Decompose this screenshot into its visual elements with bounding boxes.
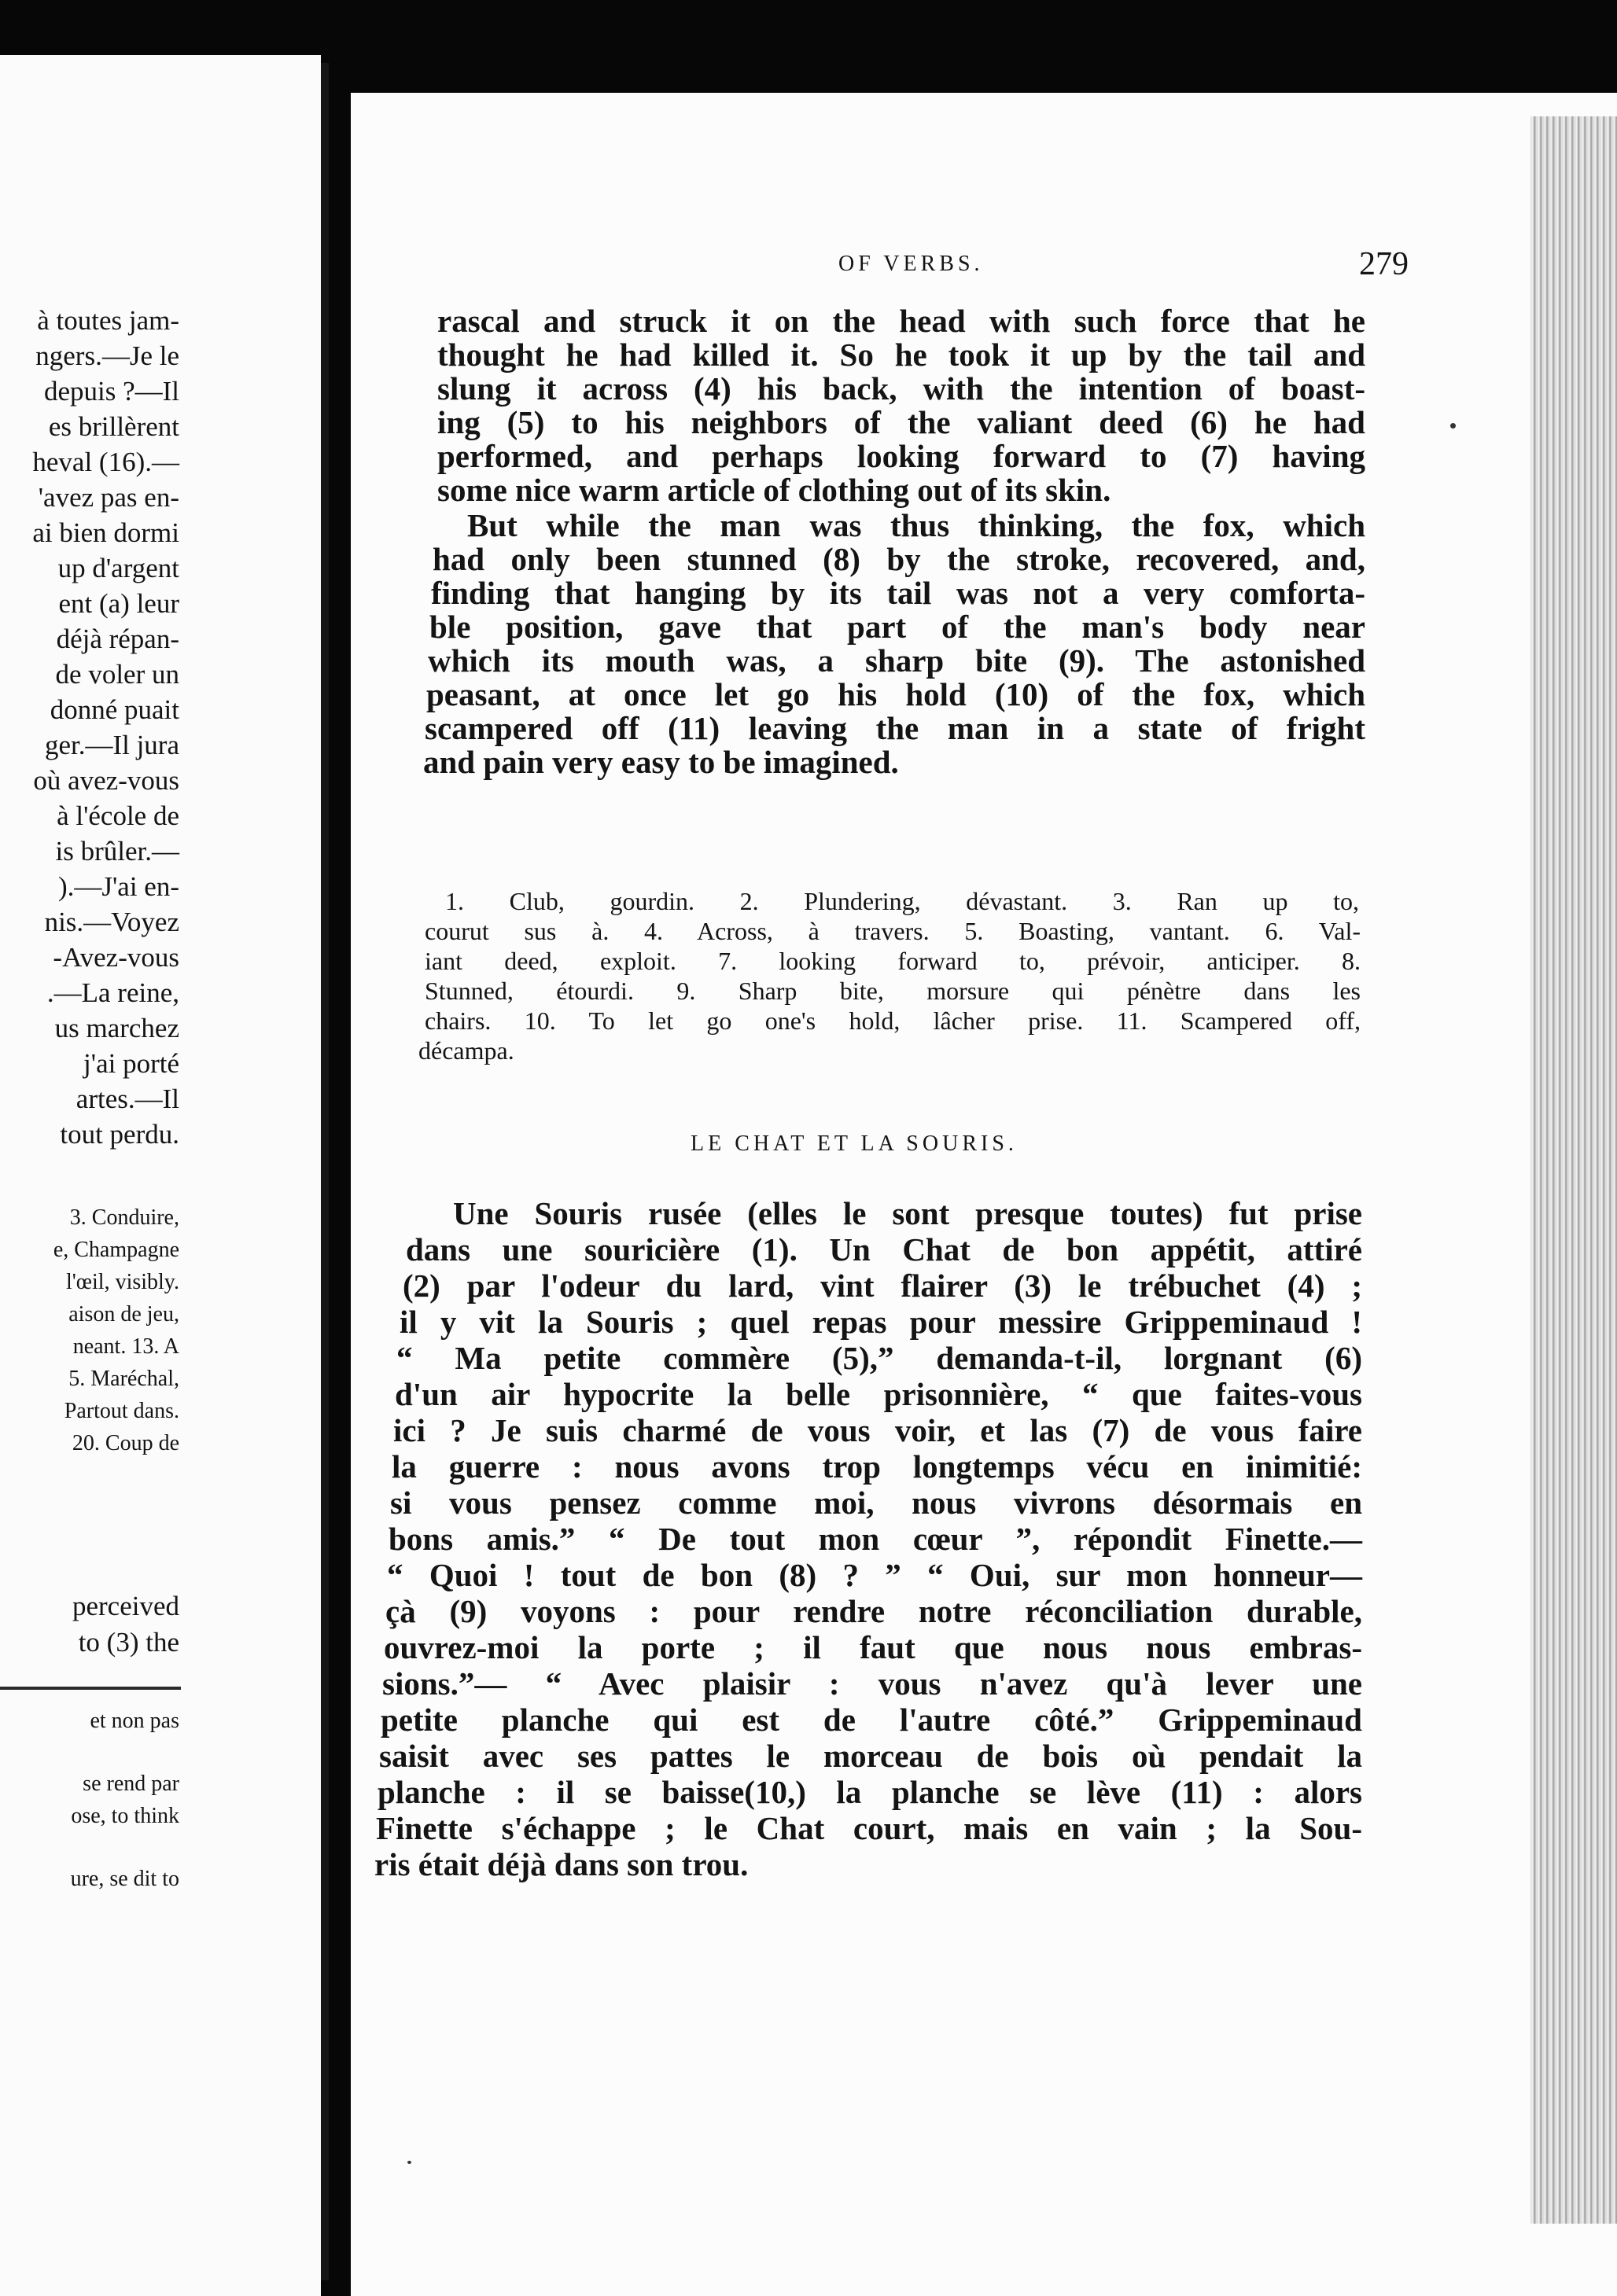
vocabulary-note-line: courut sus à. 4. Across, à travers. 5. Boasting, vantant. 6. Val- [425, 917, 1361, 945]
story-line: Finette s'échappe ; le Chat court, mais en vain ; la Sou- [376, 1810, 1362, 1846]
scan-speck [407, 2161, 411, 2164]
body-line: But while the man was thus thinking, the fox, which [467, 507, 1365, 543]
left-line: nis.—Voyez [44, 907, 179, 937]
left-line: -Avez-vous [53, 942, 179, 973]
left-line: artes.—Il [76, 1084, 179, 1114]
left-page-fragment [0, 55, 321, 2296]
left-line: up d'argent [57, 553, 179, 583]
body-line: had only been stunned (8) by the stroke, recovered, and, [433, 541, 1365, 577]
body-line: thought he had killed it. So he took it up by the tail and [437, 337, 1365, 373]
body-line: ing (5) to his neighbors of the valiant deed (6) he had [437, 404, 1365, 440]
left-note-line: aison de jeu, [68, 1302, 179, 1326]
left-line: ent (a) leur [58, 588, 179, 619]
right-page [351, 93, 1617, 2296]
page-edges [1530, 116, 1617, 2224]
vocabulary-note-line: chairs. 10. To let go one's hold, lâcher prise. 11. Scampered off, [425, 1006, 1361, 1035]
story-line: bons amis.” “ De tout mon cœur ”, répondit Finette.— [389, 1521, 1362, 1557]
story-line: “ Ma petite commère (5),” demanda-t-il, lorgnant (6) [396, 1340, 1362, 1376]
book-gutter [321, 63, 329, 2280]
scan-speck [1450, 423, 1456, 429]
left-note-line: e, Champagne [53, 1238, 179, 1262]
running-header: OF VERBS. [838, 252, 984, 276]
body-line: finding that hanging by its tail was not a very comforta- [431, 575, 1365, 611]
story-line: planche : il se baisse(10,) la planche se lève (11) : alors [378, 1774, 1362, 1810]
body-line: performed, and perhaps looking forward to (7) having [437, 438, 1365, 474]
left-line: depuis ?—Il [43, 376, 179, 407]
left-note-line: l'œil, visibly. [65, 1270, 179, 1294]
left-line: tout perdu. [60, 1119, 179, 1150]
body-line: scampered off (11) leaving the man in a state of fright [425, 710, 1365, 746]
left-note-line: 3. Conduire, [69, 1205, 179, 1230]
left-line: j'ai porté [83, 1048, 179, 1079]
left-line: us marchez [54, 1013, 179, 1043]
left-line: .—La reine, [46, 977, 179, 1008]
left-line: ).—J'ai en- [57, 871, 179, 902]
left-note-line: Partout dans. [64, 1399, 179, 1423]
story-line: sions.”— “ Avec plaisir : vous n'avez qu'à lever une [382, 1665, 1362, 1702]
left-footnote-line: se rend par [83, 1772, 179, 1796]
body-line: ble position, gave that part of the man's body near [429, 609, 1365, 645]
left-footnote-line: ure, se dit to [70, 1867, 179, 1891]
footnote-divider [0, 1687, 181, 1690]
left-line: ai bien dormi [32, 517, 179, 548]
story-line: la guerre : nous avons trop longtemps vécu en inimitié: [392, 1448, 1362, 1485]
story-line: saisit avec ses pattes le morceau de bois où pendait la [379, 1738, 1362, 1774]
story-line: ouvrez-moi la porte ; il faut que nous nous embras- [384, 1629, 1362, 1665]
left-footnote-line: et non pas [90, 1709, 179, 1733]
story-line: (2) par l'odeur du lard, vint flairer (3) le trébuchet (4) ; [403, 1268, 1362, 1304]
left-line: ger.—Il jura [44, 730, 179, 760]
body-line: some nice warm article of clothing out of its skin. [437, 472, 1111, 508]
story-line: d'un air hypocrite la belle prisonnière, “ que faites-vous [395, 1376, 1362, 1412]
left-note-line: 20. Coup de [72, 1431, 179, 1455]
story-line: petite planche qui est de l'autre côté.” Grippeminaud [381, 1702, 1362, 1738]
left-line: es brillèrent [48, 411, 179, 442]
body-line: peasant, at once let go his hold (10) of the fox, which [426, 676, 1365, 712]
left-exercise-line: perceived [72, 1591, 179, 1621]
left-exercise-line: to (3) the [78, 1627, 179, 1658]
body-line: which its mouth was, a sharp bite (9). The astonished [428, 642, 1365, 679]
left-line: à l'école de [57, 800, 179, 831]
story-line: ici ? Je suis charmé de vous voir, et las (7) de vous faire [393, 1412, 1362, 1448]
story-line: ris était déjà dans son trou. [374, 1846, 749, 1882]
left-line: de voler un [55, 659, 179, 690]
left-note-line: neant. 13. A [72, 1334, 179, 1359]
story-line: “ Quoi ! tout de bon (8) ? ” “ Oui, sur mon honneur— [387, 1557, 1362, 1593]
section-heading: LE CHAT ET LA SOURIS. [691, 1131, 1018, 1156]
body-line: slung it across (4) his back, with the intention of boast- [437, 370, 1365, 407]
vocabulary-note-line: Stunned, étourdi. 9. Sharp bite, morsure qui pénètre dans les [425, 977, 1361, 1005]
story-line: dans une souricière (1). Un Chat de bon appétit, attiré [406, 1231, 1362, 1268]
page-number: 279 [1359, 246, 1409, 282]
vocabulary-note-line: décampa. [418, 1036, 514, 1065]
story-line: Une Souris rusée (elles le sont presque toutes) fut prise [453, 1195, 1362, 1231]
story-line: il y vit la Souris ; quel repas pour messire Grippeminaud ! [400, 1304, 1362, 1340]
story-line: çà (9) voyons : pour rendre notre réconciliation durable, [385, 1593, 1362, 1629]
left-line: heval (16).— [32, 447, 179, 477]
body-line: and pain very easy to be imagined. [423, 744, 899, 780]
vocabulary-note-line: iant deed, exploit. 7. looking forward to, prévoir, anticiper. 8. [425, 947, 1361, 975]
left-note-line: 5. Maréchal, [68, 1367, 179, 1391]
story-line: si vous pensez comme moi, nous vivrons désormais en [390, 1485, 1362, 1521]
left-line: à toutes jam- [37, 305, 179, 336]
left-line: 'avez pas en- [38, 482, 179, 513]
left-line: déjà répan- [56, 624, 179, 654]
left-line: ngers.—Je le [35, 340, 179, 371]
left-line: où avez-vous [33, 765, 179, 796]
left-footnote-line: ose, to think [71, 1804, 179, 1828]
left-line: is brûler.— [55, 836, 179, 867]
left-line: donné puait [50, 694, 179, 725]
vocabulary-note-line: 1. Club, gourdin. 2. Plundering, dévastant. 3. Ran up to, [445, 887, 1359, 915]
body-line: rascal and struck it on the head with such force that he [437, 303, 1365, 339]
